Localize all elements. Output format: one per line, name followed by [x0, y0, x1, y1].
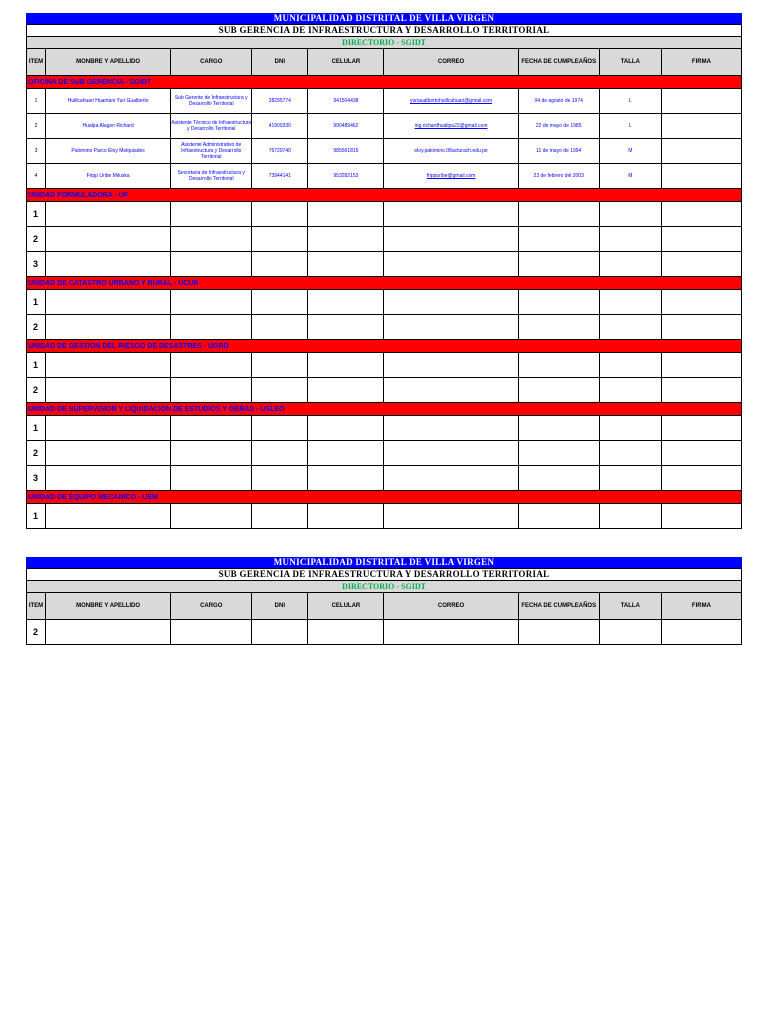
cell-correo[interactable]	[384, 315, 518, 340]
cell-celular[interactable]	[308, 252, 384, 277]
cell-dni: 76729740	[252, 139, 308, 164]
col-cargo: CARGO	[171, 593, 252, 620]
cell-dni[interactable]	[252, 202, 308, 227]
cell-item: 1	[27, 416, 46, 441]
col-firma: FIRMA	[661, 593, 741, 620]
table-row	[27, 290, 742, 315]
cell-celular[interactable]	[308, 290, 384, 315]
section-label: OFICINA DE SUB GERENCIA - SGIDT	[27, 76, 742, 89]
cell-correo[interactable]	[384, 252, 518, 277]
cell-cargo[interactable]	[171, 416, 252, 441]
table-row	[27, 315, 742, 340]
cell-talla: M	[599, 139, 661, 164]
cell-celular[interactable]	[308, 315, 384, 340]
cell-firma[interactable]	[661, 378, 741, 403]
col-talla: TALLA	[599, 49, 661, 76]
cell-name[interactable]	[46, 466, 171, 491]
cell-talla[interactable]	[599, 202, 661, 227]
cell-item: 2	[27, 114, 46, 139]
cell-talla[interactable]	[599, 290, 661, 315]
col-celular: CELULAR	[308, 593, 384, 620]
cell-talla[interactable]	[599, 315, 661, 340]
cell-fecha[interactable]	[518, 353, 599, 378]
cell-name[interactable]	[46, 252, 171, 277]
cell-item: 1	[27, 504, 46, 529]
cell-name: Huillcahuari Huamani Yuri Gualberto	[46, 89, 171, 114]
cell-talla[interactable]	[599, 620, 661, 645]
col-firma: FIRMA	[661, 49, 741, 76]
cell-fecha[interactable]	[518, 315, 599, 340]
cell-name: Fripp Uribe Miluska	[46, 164, 171, 189]
cell-talla[interactable]	[599, 416, 661, 441]
cell-correo[interactable]	[384, 466, 518, 491]
cell-fecha[interactable]	[518, 202, 599, 227]
cell-item: 3	[27, 466, 46, 491]
col-fecha: FECHA DE CUMPLEAÑOS	[518, 593, 599, 620]
cell-cargo: Asistente Administrativo de Infraestructura y Desarrollo Territorial	[171, 139, 252, 164]
table-row	[27, 164, 742, 189]
cell-correo[interactable]: frippuribe@gmail.com	[384, 164, 518, 189]
cell-dni: 41909330	[252, 114, 308, 139]
cell-fecha: 11 de mayo de 1994	[518, 139, 599, 164]
cell-correo[interactable]: yuriaualbertohuillcahuari@gmail.com	[384, 89, 518, 114]
cell-dni[interactable]	[252, 504, 308, 529]
cell-dni[interactable]	[252, 416, 308, 441]
cell-firma[interactable]	[661, 315, 741, 340]
cell-item: 4	[27, 164, 46, 189]
cell-dni: 28295774	[252, 89, 308, 114]
cell-item: 1	[27, 89, 46, 114]
table-row	[27, 466, 742, 491]
cell-fecha[interactable]	[518, 290, 599, 315]
cell-celular: 990489462	[308, 114, 384, 139]
cell-firma[interactable]	[661, 202, 741, 227]
cell-item: 2	[27, 227, 46, 252]
cell-talla: L	[599, 89, 661, 114]
cell-celular[interactable]	[308, 378, 384, 403]
cell-dni[interactable]	[252, 620, 308, 645]
cell-name[interactable]	[46, 353, 171, 378]
column-header-row	[27, 49, 742, 76]
section-header	[27, 403, 742, 416]
cell-fecha[interactable]	[518, 466, 599, 491]
cell-cargo[interactable]	[171, 466, 252, 491]
section-label: UNIDAD DE CATASTRO URBANO Y RURAL - UCUR	[27, 277, 742, 290]
directory-table	[26, 48, 742, 529]
cell-talla[interactable]	[599, 441, 661, 466]
col-cargo: CARGO	[171, 49, 252, 76]
cell-name[interactable]	[46, 416, 171, 441]
col-dni: DNI	[252, 593, 308, 620]
table-row	[27, 441, 742, 466]
cell-correo[interactable]	[384, 378, 518, 403]
cell-cargo[interactable]	[171, 290, 252, 315]
cell-dni[interactable]	[252, 252, 308, 277]
cell-correo[interactable]	[384, 441, 518, 466]
cell-cargo[interactable]	[171, 378, 252, 403]
table-row	[27, 139, 742, 164]
cell-correo[interactable]	[384, 416, 518, 441]
cell-talla[interactable]	[599, 504, 661, 529]
cell-item: 2	[27, 378, 46, 403]
cell-correo[interactable]: ing.richardhualipa22@gmail.com	[384, 114, 518, 139]
cell-firma[interactable]	[661, 353, 741, 378]
col-dni: DNI	[252, 49, 308, 76]
table-row	[27, 202, 742, 227]
subgerencia-title: SUB GERENCIA DE INFRAESTRUCTURA Y DESARROLLO TERRITORIAL	[26, 568, 742, 580]
directory-table	[26, 592, 742, 645]
cell-firma[interactable]	[661, 290, 741, 315]
cell-firma[interactable]	[661, 504, 741, 529]
cell-firma[interactable]	[661, 164, 741, 189]
cell-correo[interactable]	[384, 620, 518, 645]
cell-celular[interactable]	[308, 416, 384, 441]
col-talla: TALLA	[599, 593, 661, 620]
cell-fecha: 22 de mayo de 1985	[518, 114, 599, 139]
col-item: ITEM	[27, 49, 46, 76]
directory-sheet-1	[26, 13, 742, 529]
cell-item: 2	[27, 441, 46, 466]
cell-name[interactable]	[46, 290, 171, 315]
table-row	[27, 620, 742, 645]
table-row	[27, 114, 742, 139]
section-header	[27, 76, 742, 89]
cell-name: Palomino Parco Eloy Melquiades	[46, 139, 171, 164]
cell-correo[interactable]	[384, 202, 518, 227]
cell-talla[interactable]	[599, 227, 661, 252]
cell-item: 2	[27, 620, 46, 645]
cell-fecha[interactable]	[518, 378, 599, 403]
municipality-title: MUNICIPALIDAD DISTRITAL DE VILLA VIRGEN	[26, 557, 742, 568]
cell-talla[interactable]	[599, 378, 661, 403]
cell-dni[interactable]	[252, 378, 308, 403]
col-celular: CELULAR	[308, 49, 384, 76]
section-header	[27, 277, 742, 290]
col-correo: CORREO	[384, 49, 518, 76]
cell-celular[interactable]	[308, 202, 384, 227]
cell-dni[interactable]	[252, 353, 308, 378]
directory-title: DIRECTORIO - SGIDT	[26, 580, 742, 592]
cell-dni[interactable]	[252, 227, 308, 252]
cell-firma[interactable]	[661, 227, 741, 252]
cell-dni[interactable]	[252, 441, 308, 466]
cell-fecha[interactable]	[518, 416, 599, 441]
section-label: UNIDAD DE SUPERVISION Y LIQUIDACION DE ESTUDIOS Y OBRAS - USLEO	[27, 403, 742, 416]
cell-dni[interactable]	[252, 290, 308, 315]
cell-fecha[interactable]	[518, 620, 599, 645]
cell-cargo[interactable]	[171, 315, 252, 340]
cell-fecha[interactable]	[518, 252, 599, 277]
cell-cargo: Secretaria de Infraestructura y Desarrollo Territorial	[171, 164, 252, 189]
cell-name: Hualpa Alagon Richard	[46, 114, 171, 139]
cell-cargo[interactable]	[171, 504, 252, 529]
cell-celular[interactable]	[308, 504, 384, 529]
table-row	[27, 416, 742, 441]
cell-firma[interactable]	[661, 416, 741, 441]
municipality-title: MUNICIPALIDAD DISTRITAL DE VILLA VIRGEN	[26, 13, 742, 24]
section-label: UNIDAD FORMULADORA - UF	[27, 189, 742, 202]
cell-dni[interactable]	[252, 466, 308, 491]
cell-cargo[interactable]	[171, 202, 252, 227]
section-header	[27, 340, 742, 353]
col-fecha: FECHA DE CUMPLEAÑOS	[518, 49, 599, 76]
cell-item: 3	[27, 252, 46, 277]
cell-cargo: Sub Gerente de Infraestructura y Desarrollo Territorial	[171, 89, 252, 114]
section-header	[27, 189, 742, 202]
table-row	[27, 504, 742, 529]
cell-talla[interactable]	[599, 466, 661, 491]
cell-cargo[interactable]	[171, 353, 252, 378]
table-row	[27, 378, 742, 403]
section-header	[27, 491, 742, 504]
cell-celular[interactable]	[308, 227, 384, 252]
cell-talla[interactable]	[599, 353, 661, 378]
section-label: UNIDAD DE EQUIPO MECANICO - UEM	[27, 491, 742, 504]
cell-firma[interactable]	[661, 441, 741, 466]
col-name: MONBRE Y APELLIDO	[46, 49, 171, 76]
cell-cargo[interactable]	[171, 620, 252, 645]
cell-name[interactable]	[46, 378, 171, 403]
cell-name[interactable]	[46, 315, 171, 340]
cell-item: 3	[27, 139, 46, 164]
table-row	[27, 89, 742, 114]
cell-celular: 941504438	[308, 89, 384, 114]
cell-item: 1	[27, 353, 46, 378]
column-header-row	[27, 593, 742, 620]
cell-celular[interactable]	[308, 441, 384, 466]
cell-correo[interactable]	[384, 353, 518, 378]
cell-firma[interactable]	[661, 252, 741, 277]
cell-cargo: Asistente Técnico de Infraestructura y Desarrollo Territorial	[171, 114, 252, 139]
cell-item: 2	[27, 315, 46, 340]
cell-correo[interactable]	[384, 290, 518, 315]
cell-fecha: 23 de febrero del 2003	[518, 164, 599, 189]
cell-name[interactable]	[46, 227, 171, 252]
cell-item: 1	[27, 290, 46, 315]
cell-firma[interactable]	[661, 139, 741, 164]
directory-sheet-2	[26, 557, 742, 645]
table-row	[27, 353, 742, 378]
cell-dni: 73944141	[252, 164, 308, 189]
cell-celular[interactable]	[308, 466, 384, 491]
table-row	[27, 252, 742, 277]
cell-celular: 953282153	[308, 164, 384, 189]
cell-name[interactable]	[46, 441, 171, 466]
subgerencia-title: SUB GERENCIA DE INFRAESTRUCTURA Y DESARROLLO TERRITORIAL	[26, 24, 742, 36]
cell-fecha: 04 de agosto de 1974	[518, 89, 599, 114]
cell-item: 1	[27, 202, 46, 227]
cell-cargo[interactable]	[171, 227, 252, 252]
cell-celular[interactable]	[308, 620, 384, 645]
cell-correo[interactable]: eloy.palomino.08acturach.edu.pe	[384, 139, 518, 164]
cell-name[interactable]	[46, 620, 171, 645]
directory-title: DIRECTORIO - SGIDT	[26, 36, 742, 48]
cell-dni[interactable]	[252, 315, 308, 340]
cell-talla: M	[599, 164, 661, 189]
cell-cargo[interactable]	[171, 441, 252, 466]
cell-firma[interactable]	[661, 89, 741, 114]
cell-cargo[interactable]	[171, 252, 252, 277]
cell-name[interactable]	[46, 504, 171, 529]
cell-firma[interactable]	[661, 620, 741, 645]
col-name: MONBRE Y APELLIDO	[46, 593, 171, 620]
cell-firma[interactable]	[661, 114, 741, 139]
cell-talla[interactable]	[599, 252, 661, 277]
cell-fecha[interactable]	[518, 441, 599, 466]
cell-fecha[interactable]	[518, 504, 599, 529]
col-item: ITEM	[27, 593, 46, 620]
cell-correo[interactable]	[384, 227, 518, 252]
cell-correo[interactable]	[384, 504, 518, 529]
cell-name[interactable]	[46, 202, 171, 227]
cell-celular: 985561815	[308, 139, 384, 164]
section-label: UNIDAD DE GESTION DEL RIESGO DE DESASTRES - UGRD	[27, 340, 742, 353]
cell-celular[interactable]	[308, 353, 384, 378]
cell-talla: L	[599, 114, 661, 139]
cell-fecha[interactable]	[518, 227, 599, 252]
cell-firma[interactable]	[661, 466, 741, 491]
table-row	[27, 227, 742, 252]
col-correo: CORREO	[384, 593, 518, 620]
